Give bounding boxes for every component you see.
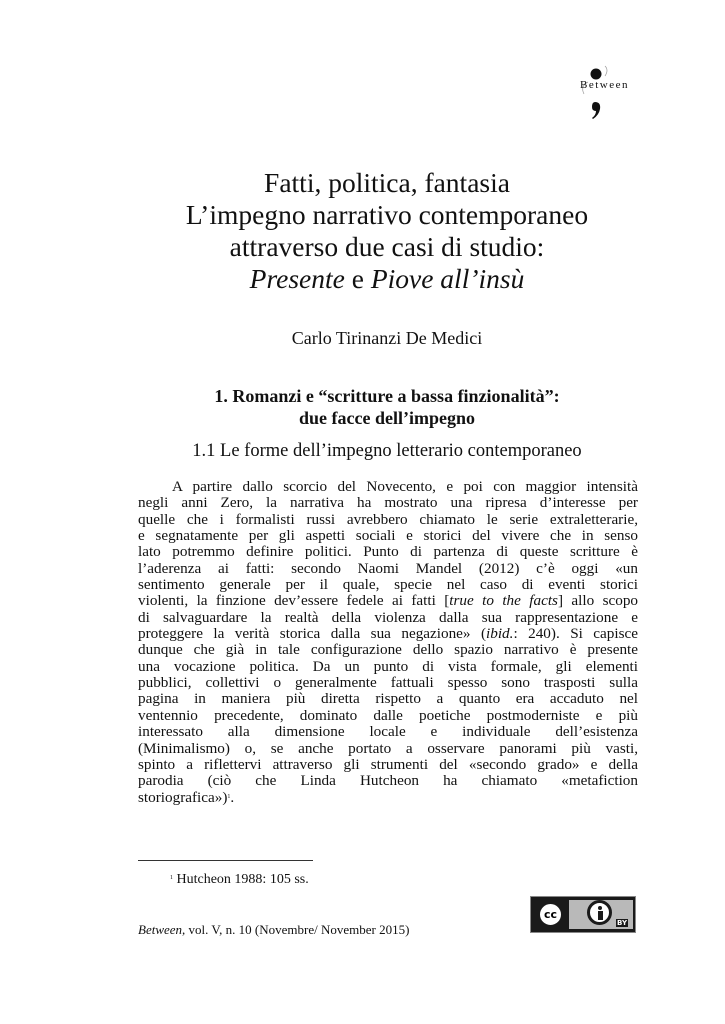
body-text: . (230, 788, 235, 806)
footnote-reference[interactable]: 1 (227, 793, 231, 800)
body-paragraph (138, 479, 638, 806)
person-body (598, 911, 603, 920)
body-line: quelle che i formalisti russi avrebbero chiamato le serie extraletterarie, (138, 510, 638, 528)
body-line: di salvaguardare la realtà della violenza dalla sua rappresentazione e (138, 608, 638, 626)
body-text: storiografica») (138, 788, 228, 806)
body-line: ventennio precedente, dominato dalle poetiche postmoderniste e più (138, 706, 638, 724)
title-line-2: L’impegno narrativo contemporaneo (185, 199, 589, 230)
semicolon-icon (575, 62, 643, 120)
body-italic-quote: true to the facts (449, 592, 558, 610)
body-line: pubblici, collettivi o generalmente fattuali spesso sono trasposti sulla (138, 674, 638, 692)
body-text: violenti, la finzione dev’essere fedele ai fatti [ (138, 592, 450, 610)
footnote-text: Hutcheon 1988: 105 ss. (173, 872, 309, 887)
body-line: negli anni Zero, la narrativa ha mostrato una ripresa d’interesse per (138, 494, 638, 512)
title-line-1: Fatti, politica, fantasia (264, 167, 510, 198)
body-line: pagina in maniera più diretta rispetto a quanto era accaduto nel (138, 690, 638, 708)
by-label: BY (617, 919, 628, 927)
footnote-divider (138, 860, 313, 861)
section-heading-line-2: due facce dell’impegno (299, 408, 475, 428)
title-work-1: Presente (249, 263, 345, 294)
person-head (598, 906, 602, 910)
body-line: spinto a riflettervi attraverso gli strumenti del «secondo grado» e della (138, 755, 638, 773)
section-heading (100, 385, 674, 429)
cc-icon: cc (537, 901, 564, 928)
cc-by-license-badge[interactable] (530, 896, 636, 933)
body-line: parodia (ciò che Linda Hutcheon ha chiamato «metafiction (138, 772, 638, 790)
footnote (170, 872, 309, 888)
body-line: e segnatamente per gli aspetti sociali e storici del vivere che in senso (138, 527, 638, 545)
body-text: : 240). Si capisce (513, 625, 638, 643)
body-italic-ibid: ibid. (486, 625, 514, 643)
body-line: (Minimalismo) o, se anche portato a osservare panorami più vasti, (138, 739, 638, 757)
body-text: proteggere la verità storica dalla sua negazione» ( (138, 625, 487, 643)
footnote-number: 1 (170, 875, 173, 881)
body-line: sentimento generale per il quale, specie nel caso di eventi storici (138, 576, 638, 594)
logo-text: Between (580, 79, 629, 91)
body-line: una vocazione politica. Da un punto di vista formale, gli elementi (138, 657, 638, 675)
body-line (138, 593, 638, 609)
article-title (100, 167, 674, 295)
journal-details: vol. V, n. 10 (Novembre/ November 2015) (185, 922, 410, 937)
title-work-2: Piove all’insù (370, 263, 525, 294)
title-line-4 (100, 263, 674, 295)
body-line: dunque che già in tale configurazione dello spazio narrativo è presente (138, 641, 638, 659)
journal-footer (138, 922, 409, 938)
author-name: Carlo Tirinanzi De Medici (291, 328, 483, 348)
body-line (138, 790, 638, 806)
body-line: A partire dallo scorcio del Novecento, e poi con maggior intensità (172, 478, 638, 495)
title-conjunction: e (344, 263, 371, 294)
body-line: interessato alla dimensione locale e individuale dell’esistenza (138, 723, 638, 741)
subsection-heading: 1.1 Le forme dell’impegno letterario contemporaneo (192, 441, 582, 461)
section-heading-line-1: 1. Romanzi e “scritture a bassa finzionalità”: (214, 386, 560, 406)
body-line (138, 626, 638, 642)
attribution-icon (587, 900, 612, 925)
between-logo (575, 62, 643, 120)
body-line: l’aderenza ai fatti: secondo Naomi Mandel (2012) c’è oggi «un (138, 559, 638, 577)
title-line-3: attraverso due casi di studio: (229, 231, 545, 262)
journal-name: Between, (138, 922, 186, 937)
body-line: lato potremmo definire politici. Punto di partenza di queste scritture è (138, 543, 638, 561)
body-text: ] allo scopo (557, 592, 639, 610)
